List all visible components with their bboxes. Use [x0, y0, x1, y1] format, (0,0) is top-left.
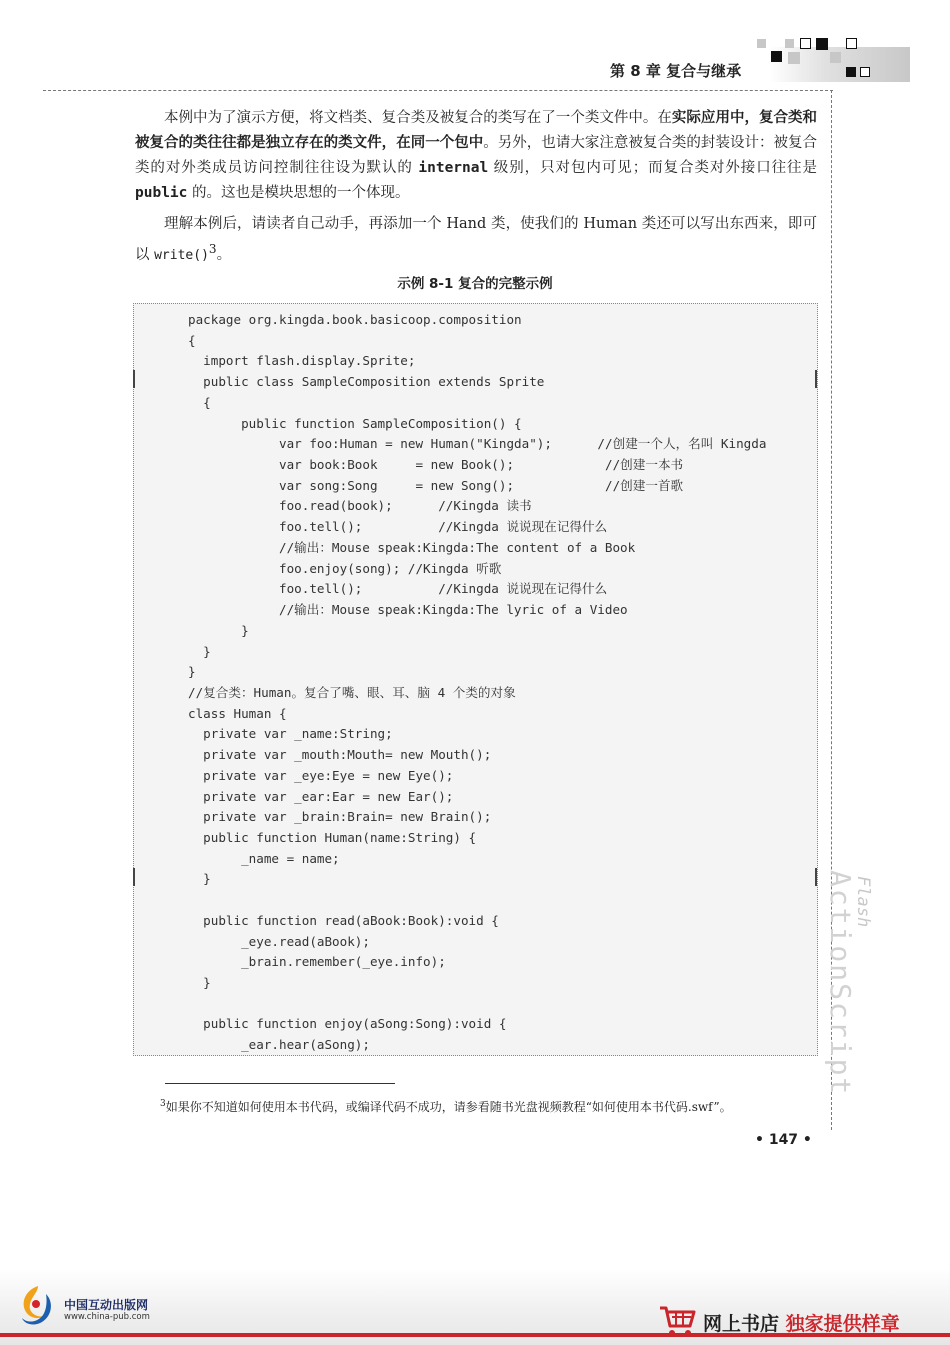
header-square-deco	[846, 38, 857, 49]
paragraph-text: 的。这也是模块思想的一个体现。	[187, 185, 410, 201]
footnote-mark: 3	[160, 1099, 166, 1109]
online-bookstore-slogan[interactable]	[703, 1309, 900, 1336]
code-line: }	[188, 975, 211, 990]
paragraph-text: 级别，只对包内可见；而复合类对外接口往往是	[488, 160, 817, 176]
code-line: var book:Book = new Book(); //创建一本书	[188, 457, 684, 473]
header-square-deco	[830, 52, 841, 63]
paragraph-text: 。	[216, 246, 232, 263]
header-square-deco	[816, 38, 828, 50]
page-number: • 147 •	[755, 1132, 812, 1148]
code-line: {	[188, 394, 211, 410]
code-line: public class SampleComposition extends Sprite	[188, 374, 545, 390]
slogan-part-1: 网上书店	[703, 1313, 780, 1335]
watermark-actionscript: ActionScript	[824, 870, 857, 1097]
code-line: private var _mouth:Mouth= new Mouth();	[188, 747, 492, 763]
code-line: {	[188, 332, 196, 348]
header-square-deco	[800, 38, 811, 49]
code-line: public function Human(name:String) {	[188, 829, 477, 845]
keyword-internal: internal	[418, 160, 489, 176]
code-line: _brain.remember(_eye.info);	[188, 954, 446, 970]
code-line: private var _name:String;	[188, 726, 393, 742]
code-line	[188, 890, 766, 911]
header-square-deco	[846, 67, 856, 77]
code-line: foo.tell(); //Kingda 说说现在记得什么	[188, 519, 608, 535]
paragraph-1	[135, 106, 817, 206]
code-margin-mark	[133, 370, 135, 388]
code-line: _ear.hear(aSong);	[188, 1037, 370, 1053]
code-line: private var _ear:Ear = new Ear();	[188, 788, 454, 804]
footnote-divider	[165, 1083, 395, 1084]
slogan-part-2: 独家提供样章	[785, 1313, 900, 1335]
code-line: public function read(aBook:Book):void {	[188, 912, 499, 928]
header-square-deco	[860, 67, 870, 77]
footnote-text: 如果你不知道如何使用本书代码，或编译代码不成功，请参看随书光盘视频教程“如何使用本书代码.swf”。	[165, 1100, 732, 1114]
logo-url[interactable]: www.china-pub.com	[64, 1312, 150, 1322]
code-line: foo.read(book); //Kingda 读书	[188, 498, 532, 514]
header-square-deco	[788, 52, 800, 64]
footnote-ref[interactable]: 3	[208, 242, 217, 256]
code-line: foo.tell(); //Kingda 说说现在记得什么	[188, 581, 608, 597]
code-line: public function enjoy(aSong:Song):void {	[188, 1016, 507, 1032]
code-line: _name = name;	[188, 850, 340, 866]
paragraph-text: 理解本例后，请读者自己动手，再添加一个 Hand 类，使我们的 Human 类还可以写出东西来，即可以	[135, 216, 817, 263]
footnote	[160, 1095, 840, 1116]
code-line: var foo:Human = new Human("Kingda"); //创建一个人，名叫 Kingda	[188, 436, 767, 452]
header-square-deco	[785, 39, 794, 48]
code-body	[188, 310, 766, 1056]
code-listing	[133, 303, 818, 1056]
code-line: }	[188, 643, 211, 659]
code-line: public function SampleComposition() {	[188, 415, 522, 431]
code-caption: 示例 8-1 复合的完整示例	[397, 276, 553, 292]
code-line: private var _eye:Eye = new Eye();	[188, 767, 454, 783]
code-line: //输出：Mouse speak:Kingda:The lyric of a Video	[188, 602, 628, 618]
keyword-public: public	[135, 185, 188, 201]
code-line: //复合类：Human。复合了嘴、眼、耳、脑 4 个类的对象	[188, 684, 516, 700]
code-line: var song:Song = new Song(); //创建一首歌	[188, 477, 684, 493]
header-square-deco	[757, 39, 766, 48]
inline-code: write()	[154, 247, 209, 263]
code-line: }	[188, 871, 211, 887]
code-line: _eye.read(aBook);	[188, 933, 370, 949]
shopping-cart-icon[interactable]	[658, 1304, 696, 1338]
code-margin-mark	[133, 868, 135, 886]
code-line	[188, 994, 766, 1015]
code-line: private var _brain:Brain= new Brain();	[188, 809, 492, 825]
code-line: import flash.display.Sprite;	[188, 353, 416, 369]
code-line: }	[188, 622, 249, 638]
logo-title[interactable]: 中国互动出版网	[64, 1298, 149, 1312]
header-square-deco	[771, 51, 782, 62]
emphasis-text: 实际应用中，复合类和被复合的类往往都是独立存在的类文件，在同一个包中	[135, 110, 818, 151]
code-line: //输出：Mouse speak:Kingda:The content of a Book	[188, 539, 636, 555]
watermark-flash: Flash	[853, 876, 873, 928]
paragraph-2	[135, 212, 817, 268]
code-line: }	[188, 664, 196, 680]
code-margin-mark	[815, 868, 817, 886]
code-line: foo.enjoy(song); //Kingda 听歌	[188, 560, 502, 576]
paragraph-text: 本例中为了演示方便，将文档类、复合类及被复合的类写在了一个类文件中。在	[164, 110, 672, 126]
paragraph-text: 。另外，也请大家注意被复合类的封装设计：被复合类的对外类成员访问控制往往设为默认的	[135, 135, 818, 176]
code-line: class Human {	[188, 705, 287, 721]
china-pub-logo-icon[interactable]	[16, 1282, 56, 1330]
chapter-title: 第 8 章 复合与继承	[610, 62, 742, 80]
header-divider	[43, 90, 833, 91]
code-margin-mark	[815, 370, 817, 388]
code-line: package org.kingda.book.basicoop.composition	[188, 312, 522, 327]
